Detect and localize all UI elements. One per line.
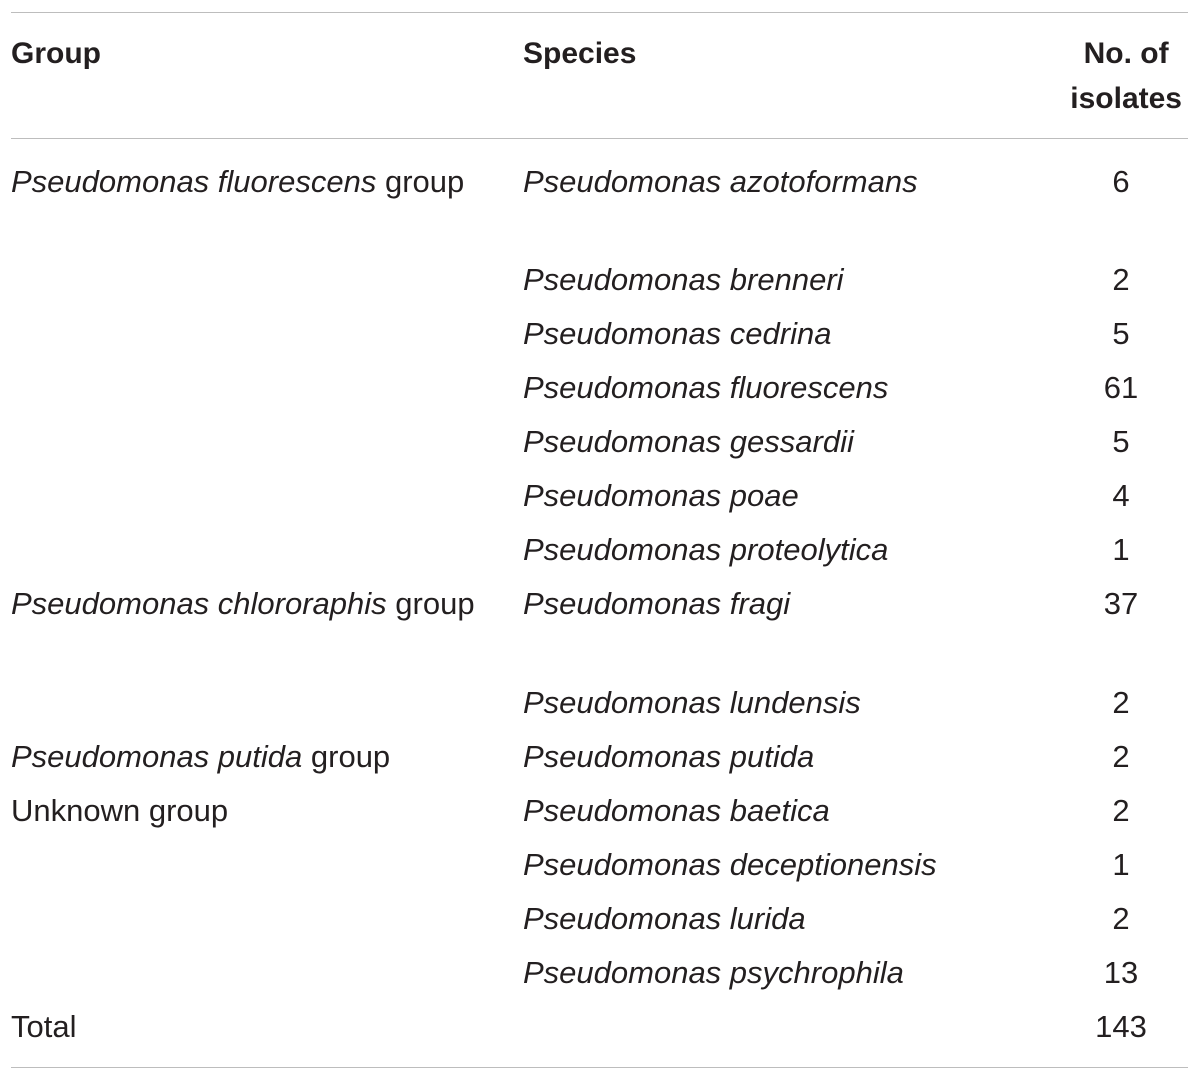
group-cell bbox=[11, 734, 491, 779]
group-cell: Unknown group bbox=[11, 793, 229, 828]
header-count-line2: isolates bbox=[1070, 82, 1182, 115]
species-cell: Pseudomonas proteolytica bbox=[523, 532, 889, 567]
total-count: 143 bbox=[1095, 1009, 1147, 1044]
table-body bbox=[11, 139, 1188, 1069]
species-cell: Pseudomonas cedrina bbox=[523, 316, 832, 351]
group-name: Pseudomonas chlororaphis bbox=[11, 586, 387, 621]
count-cell: 6 bbox=[1112, 164, 1130, 199]
count-cell: 1 bbox=[1112, 847, 1130, 882]
species-cell: Pseudomonas azotoformans bbox=[523, 164, 918, 199]
count-cell: 5 bbox=[1112, 316, 1130, 351]
count-cell: 4 bbox=[1112, 478, 1130, 513]
group-cell bbox=[11, 159, 491, 204]
species-cell: Pseudomonas gessardii bbox=[523, 424, 854, 459]
species-cell: Pseudomonas psychrophila bbox=[523, 955, 904, 990]
isolates-table bbox=[11, 12, 1188, 1069]
table-header bbox=[11, 13, 1188, 138]
count-cell: 2 bbox=[1112, 793, 1130, 828]
species-cell: Pseudomonas lundensis bbox=[523, 685, 861, 720]
header-species: Species bbox=[523, 37, 637, 70]
count-cell: 61 bbox=[1103, 370, 1139, 405]
species-cell: Pseudomonas putida bbox=[523, 739, 815, 774]
group-name: Pseudomonas putida bbox=[11, 739, 303, 774]
species-cell: Pseudomonas poae bbox=[523, 478, 799, 513]
count-cell: 2 bbox=[1112, 739, 1130, 774]
total-label: Total bbox=[11, 1009, 77, 1044]
count-cell: 2 bbox=[1112, 901, 1130, 936]
species-cell: Pseudomonas deceptionensis bbox=[523, 847, 937, 882]
header-count bbox=[1070, 31, 1182, 121]
group-name: Pseudomonas fluorescens bbox=[11, 164, 377, 199]
group-suffix: group bbox=[395, 586, 475, 621]
count-cell: 2 bbox=[1112, 685, 1130, 720]
header-group: Group bbox=[11, 37, 101, 70]
count-cell: 13 bbox=[1103, 955, 1139, 990]
species-cell: Pseudomonas brenneri bbox=[523, 262, 844, 297]
count-cell: 37 bbox=[1103, 586, 1139, 621]
header-count-line1: No. of bbox=[1083, 37, 1169, 70]
species-cell: Pseudomonas fragi bbox=[523, 586, 791, 621]
count-cell: 5 bbox=[1112, 424, 1130, 459]
group-suffix: group bbox=[310, 739, 391, 774]
group-cell bbox=[11, 581, 491, 626]
group-suffix: group bbox=[384, 164, 465, 199]
count-cell: 2 bbox=[1112, 262, 1130, 297]
table-bottom-rule bbox=[11, 1067, 1188, 1068]
species-cell: Pseudomonas fluorescens bbox=[523, 370, 889, 405]
count-cell: 1 bbox=[1112, 532, 1130, 567]
species-cell: Pseudomonas baetica bbox=[523, 793, 830, 828]
species-cell: Pseudomonas lurida bbox=[523, 901, 806, 936]
